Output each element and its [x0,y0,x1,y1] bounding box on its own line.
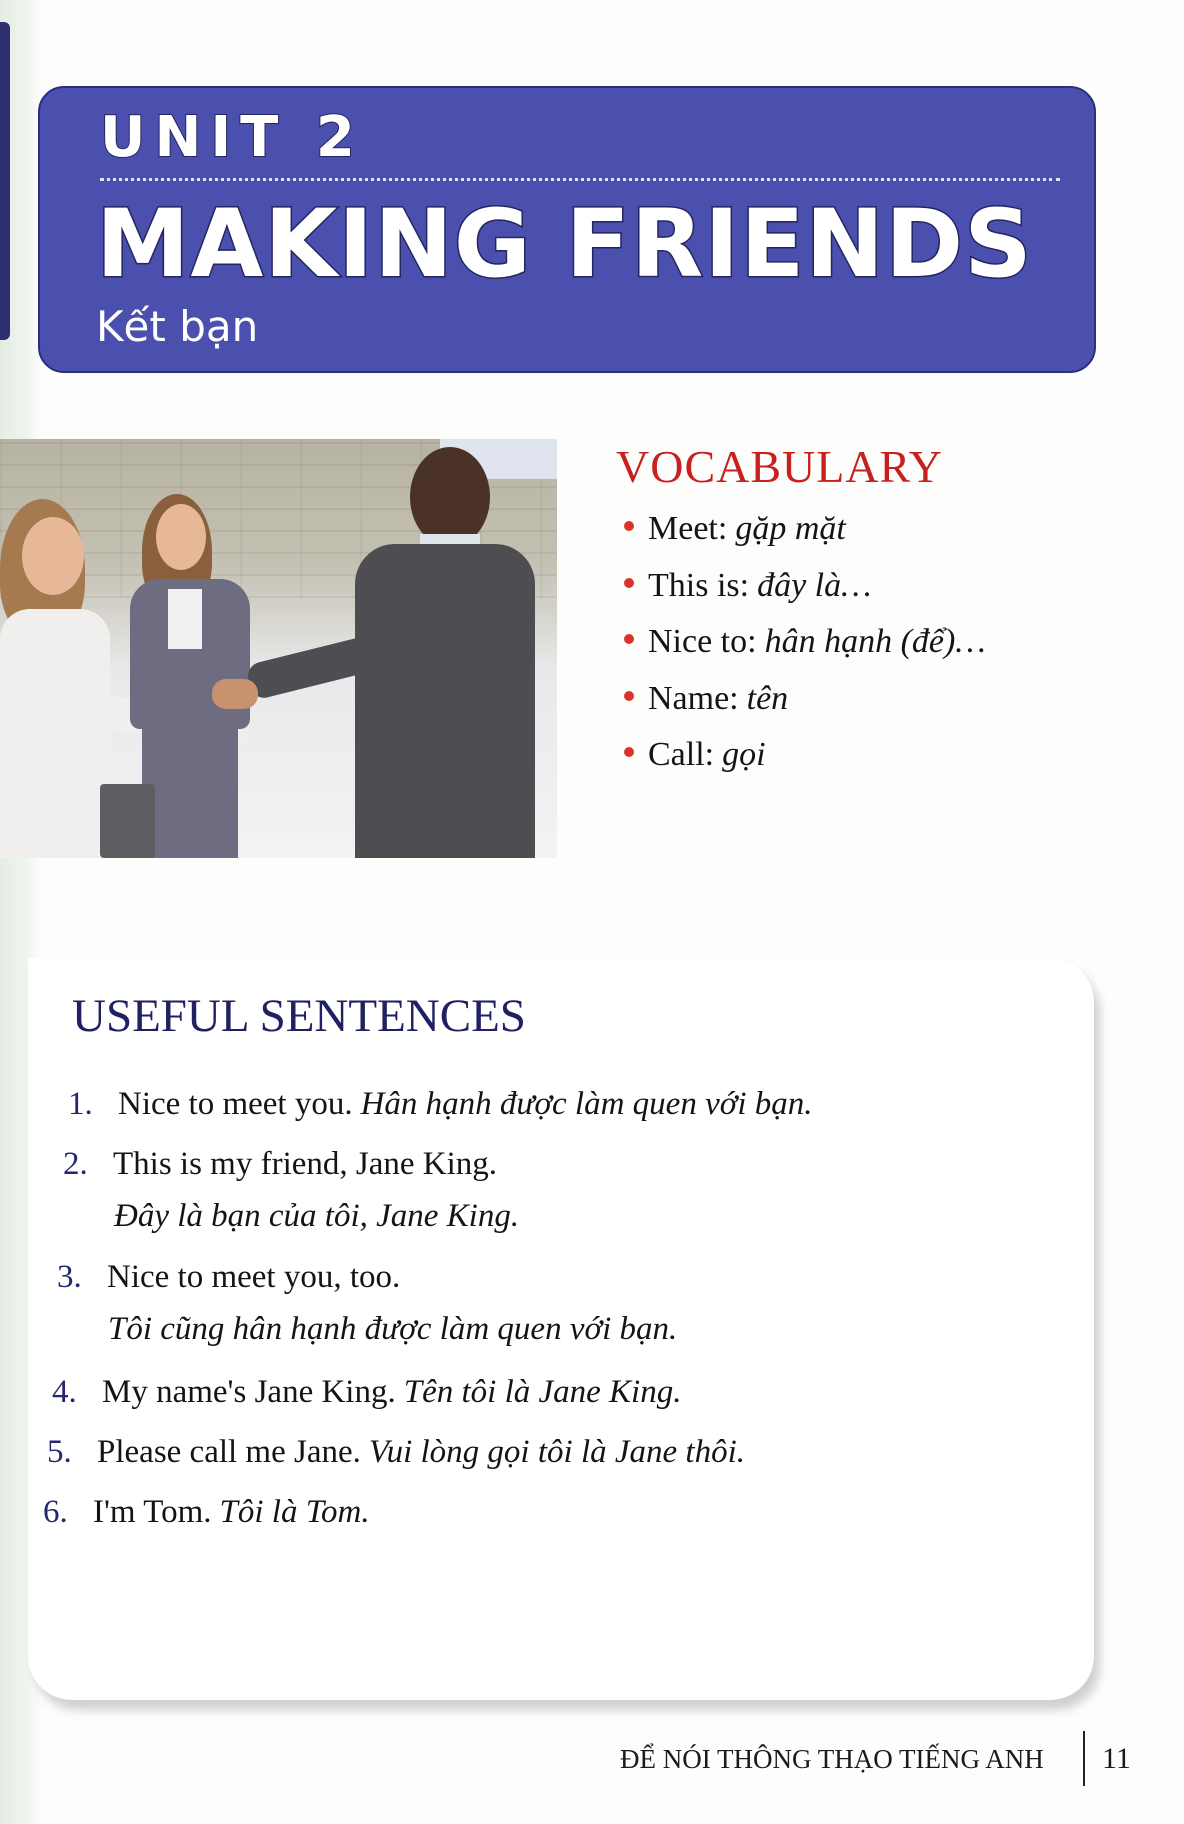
sentence-vietnamese: Vui lòng gọi tôi là Jane thôi. [368,1434,745,1470]
bullet-icon [624,691,634,701]
sentence-item [52,1376,681,1409]
handshake [212,679,258,709]
book-title: ĐỂ NÓI THÔNG THẠO TIẾNG ANH [620,1744,1044,1774]
footer-divider [1083,1731,1085,1786]
vocabulary-meaning: gọi [722,736,766,773]
vocabulary-term: Meet: [648,510,728,547]
vocabulary-item [624,623,986,680]
sentence-english: Nice to meet you, too. [107,1259,401,1295]
vocabulary-list [624,510,986,793]
sentence-number: 3. [57,1259,82,1295]
useful-sentences-heading: USEFUL SENTENCES [72,990,526,1042]
vocabulary-term: Call: [648,736,715,773]
vocabulary-meaning: gặp mặt [735,510,846,547]
bullet-icon [624,634,634,644]
sentence-english: This is my friend, Jane King. [113,1146,498,1182]
vocabulary-item [624,736,986,793]
sentence-item [63,1148,497,1181]
bullet-icon [624,747,634,757]
sentence-english: Nice to meet you. [118,1086,353,1122]
sentence-vietnamese: Tên tôi là Jane King. [403,1374,682,1410]
vocabulary-heading: VOCABULARY [616,441,943,492]
person-man [270,439,557,858]
vocabulary-item [624,680,986,737]
bullet-icon [624,578,634,588]
sentence-vietnamese: Tôi cũng hân hạnh được làm quen với bạn. [108,1311,678,1347]
sentence-vietnamese: Đây là bạn của tôi, Jane King. [114,1198,520,1234]
sentence-number: 5. [47,1434,72,1470]
dotted-divider [100,178,1060,181]
sentence-number: 2. [63,1146,88,1182]
unit-banner [38,86,1096,373]
sentence-english: My name's Jane King. [102,1374,396,1410]
sentence-vietnamese: Hân hạnh được làm quen với bạn. [360,1086,813,1122]
vocabulary-meaning: hân hạnh (để)… [764,623,986,660]
vocabulary-meaning: đây là… [757,566,872,604]
binding-strip [0,22,10,340]
vocabulary-term: Nice to: [648,623,757,660]
sentence-item [47,1436,745,1469]
sentence-item [57,1261,400,1294]
unit-title: MAKING FRIENDS [96,190,1033,299]
handshake-photo [0,439,557,858]
sentence-number: 1. [68,1086,93,1122]
sentence-english: Please call me Jane. [97,1434,361,1470]
vocabulary-item [624,567,986,624]
vocabulary-term: This is: [648,566,750,604]
vocabulary-item [624,510,986,567]
sentence-item [68,1088,813,1121]
bullet-icon [624,521,634,531]
sentence-item [43,1496,370,1529]
sentence-vietnamese: Tôi là Tom. [219,1494,370,1530]
sentence-number: 4. [52,1374,77,1410]
vocabulary-term: Name: [648,679,739,717]
sentence-number: 6. [43,1494,68,1530]
vocabulary-meaning: tên [746,679,789,717]
page-number: 11 [1102,1742,1131,1775]
briefcase [100,784,155,858]
unit-number: UNIT 2 [100,105,364,170]
sentence-english: I'm Tom. [93,1494,212,1530]
unit-subtitle: Kết bạn [96,302,259,351]
